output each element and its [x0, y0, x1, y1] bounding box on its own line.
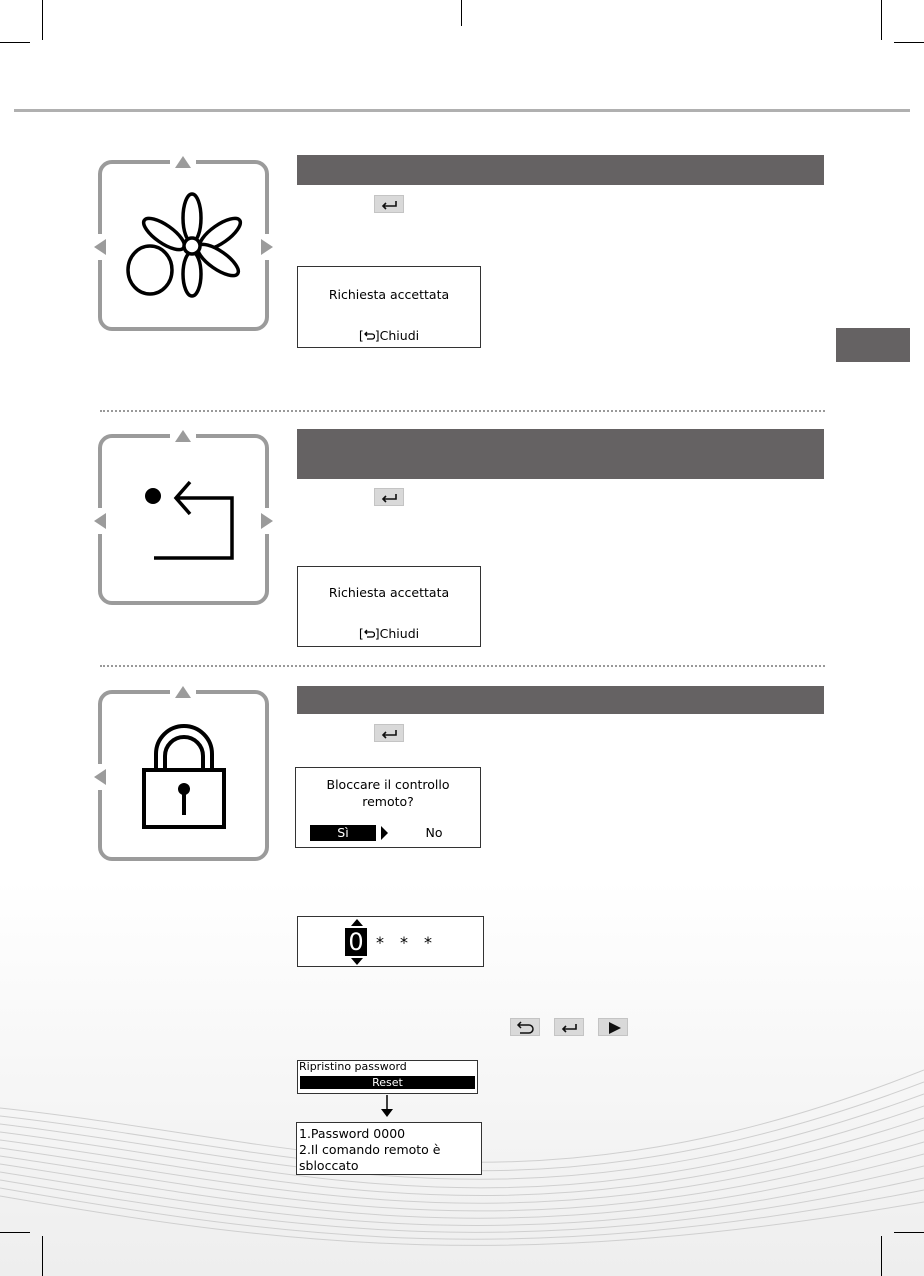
crop-mark: [894, 42, 924, 43]
close-label: Chiudi: [379, 626, 420, 641]
result-line3: sbloccato: [299, 1158, 359, 1173]
lcd-password-entry: [297, 916, 484, 967]
option-yes[interactable]: Sì: [310, 825, 376, 841]
lcd-screen-request-accepted: [297, 566, 481, 647]
down-arrow-icon: [381, 1095, 393, 1119]
result-line2: 2.Il comando remoto è: [299, 1142, 441, 1157]
crop-mark: [894, 1232, 924, 1233]
enter-key-icon: [374, 724, 404, 742]
return-arrow-icon: [138, 474, 238, 564]
selection-arrow-icon: [381, 826, 389, 840]
bracket-open: [: [358, 626, 364, 641]
lcd-message: Richiesta accettata: [328, 585, 450, 600]
reset-title: Ripristino password: [299, 1060, 407, 1073]
password-digit[interactable]: 0: [345, 928, 367, 956]
close-label: Chiudi: [379, 328, 420, 343]
section-header-bar: [297, 686, 824, 714]
crop-mark: [461, 0, 462, 26]
result-line1: 1.Password 0000: [299, 1126, 406, 1141]
section-header-bar: [297, 429, 824, 479]
crop-mark: [881, 1236, 882, 1276]
enter-key-icon: [374, 195, 404, 213]
crop-mark: [881, 0, 882, 40]
bracket-close: ]: [374, 626, 380, 641]
section-header-bar: [297, 155, 824, 185]
crop-mark: [0, 1232, 30, 1233]
enter-key-icon: [554, 1018, 584, 1036]
lcd-question-line2: remoto?: [362, 794, 414, 809]
lcd-reset-result: [296, 1122, 482, 1175]
enter-key-icon: [374, 488, 404, 506]
lock-icon: [140, 716, 230, 832]
masked-digit: *: [376, 933, 384, 952]
crop-mark: [42, 1236, 43, 1276]
down-arrow-icon: [351, 958, 363, 965]
option-no[interactable]: No: [425, 825, 443, 840]
crop-mark: [0, 42, 30, 43]
back-key-icon: [510, 1018, 540, 1036]
section-divider: [100, 665, 825, 667]
masked-digit: *: [424, 933, 432, 952]
back-icon: [364, 628, 375, 639]
lcd-message: Richiesta accettata: [328, 287, 450, 302]
lcd-screen-lock-confirm: [295, 767, 481, 848]
section-divider: [100, 410, 825, 412]
bracket-close: ]: [374, 328, 380, 343]
right-arrow-key-icon: [598, 1018, 628, 1036]
fan-drop-icon: [118, 190, 248, 300]
lcd-close-hint: [298, 626, 480, 641]
lcd-question-line1: Bloccare il controllo: [326, 777, 450, 792]
lcd-password-reset: [297, 1060, 478, 1094]
section-tab: [836, 328, 910, 362]
up-arrow-icon: [351, 919, 363, 926]
crop-mark: [42, 0, 43, 40]
lcd-screen-request-accepted: [297, 266, 481, 348]
masked-digit: *: [400, 933, 408, 952]
bracket-open: [: [358, 328, 364, 343]
header-rule: [14, 109, 910, 112]
lcd-close-hint: [298, 328, 480, 343]
back-icon: [364, 330, 375, 341]
reset-option[interactable]: Reset: [300, 1076, 475, 1089]
